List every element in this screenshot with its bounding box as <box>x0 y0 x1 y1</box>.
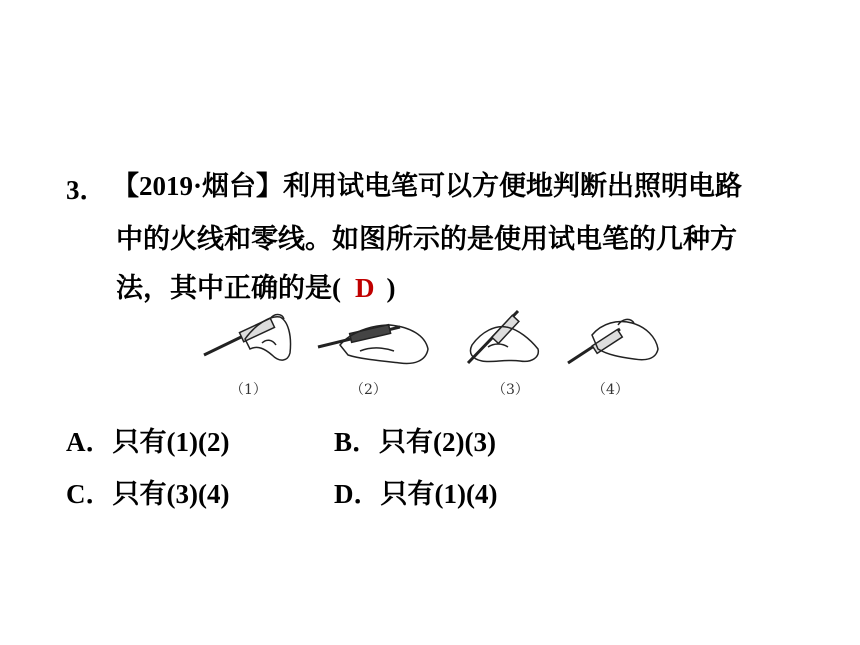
option-b-prefix: 只有 <box>379 427 434 458</box>
hand-holding-test-pen-icon <box>318 325 428 364</box>
hand-holding-test-pen-icon <box>468 311 538 363</box>
question-number: 3． <box>66 175 107 205</box>
figure-label-4: （4） <box>592 382 629 398</box>
option-a-letter: A． <box>66 427 113 457</box>
question-text-1: 利用试电笔可以方便地判断出照明电路 <box>283 171 743 202</box>
option-b-nums: (2)(3) <box>433 427 496 457</box>
hand-holding-test-pen-icon <box>568 319 658 363</box>
option-b <box>334 424 496 461</box>
option-d-prefix: 只有 <box>380 479 435 510</box>
answer-paren-open: ( <box>332 273 341 303</box>
figure-label-2: （2） <box>350 382 387 398</box>
answer-letter: D <box>355 273 375 303</box>
option-b-letter: B． <box>334 427 380 457</box>
test-pen-figure <box>200 305 670 400</box>
option-a-prefix: 只有 <box>112 427 167 458</box>
hand-holding-test-pen-icon <box>204 315 291 361</box>
question-line-1 <box>112 168 742 205</box>
option-c-nums: (3)(4) <box>166 479 230 509</box>
option-d <box>334 476 497 513</box>
question-source-tag: 【2019·烟台】 <box>112 171 284 201</box>
option-a <box>66 424 229 461</box>
question-line-3 <box>116 270 396 307</box>
option-a-nums: (1)(2) <box>166 427 230 457</box>
option-d-nums: (1)(4) <box>434 479 498 509</box>
option-c-prefix: 只有 <box>112 479 167 510</box>
figure-label-3: （3） <box>492 382 529 398</box>
figure-label-1: （1） <box>230 382 267 398</box>
option-c <box>66 476 229 513</box>
option-c-letter: C． <box>66 479 113 509</box>
answer-paren-close: ) <box>386 273 396 303</box>
question-text-2: 中的火线和零线。如图所示的是使用试电笔的几种方 <box>116 224 737 255</box>
question-line-2 <box>116 222 737 258</box>
option-d-letter: D． <box>334 479 381 509</box>
question-text-3: 法，其中正确的是 <box>116 273 332 304</box>
